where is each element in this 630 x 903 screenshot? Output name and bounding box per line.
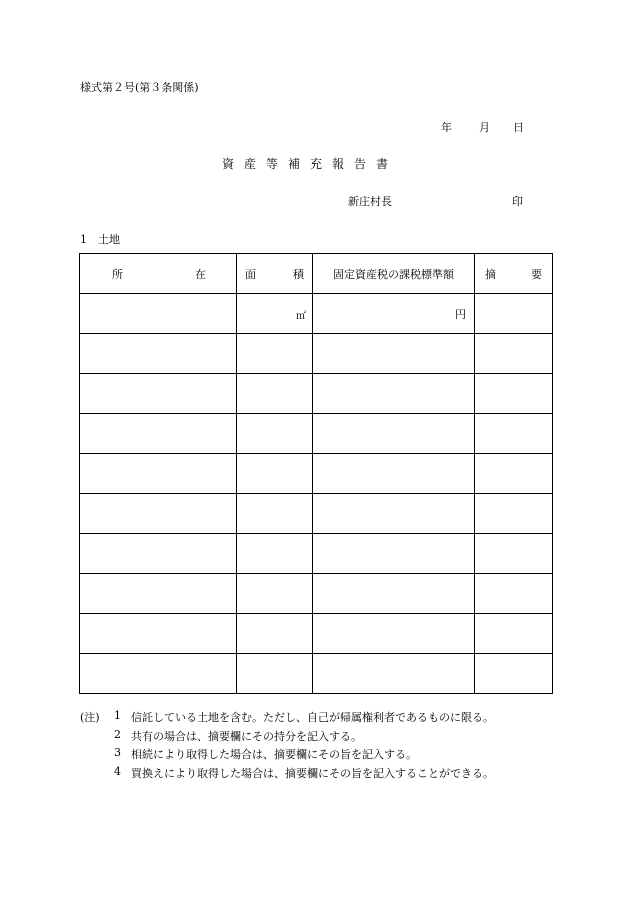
area-cell[interactable] [237,574,313,614]
table-row [80,534,553,574]
tax-value-cell[interactable] [313,574,475,614]
summary-cell[interactable] [475,334,553,374]
column-header-area-1: 面 [245,267,256,281]
area-cell[interactable] [237,414,313,454]
summary-cell[interactable] [475,534,553,574]
column-header-location-2: 在 [195,267,206,281]
date-month-label: 月 [479,121,490,134]
date-year-label: 年 [441,121,452,134]
area-cell[interactable] [237,614,313,654]
note-text: 信託している土地を含む。ただし、自己が帰属権利者であるものに限る。 [131,711,494,724]
area-cell[interactable] [237,454,313,494]
tax-value-cell[interactable] [313,654,475,694]
area-cell[interactable] [237,374,313,414]
column-header-location [80,254,237,294]
area-cell[interactable] [237,534,313,574]
column-header-summary [475,254,553,294]
form-number: 様式第２号(第３条関係) [80,81,199,94]
table-row [80,454,553,494]
summary-cell[interactable] [475,614,553,654]
area-unit: ㎡ [296,311,306,322]
area-cell[interactable] [237,494,313,534]
area-cell[interactable] [237,334,313,374]
location-cell[interactable] [80,654,237,694]
summary-cell[interactable] [475,294,553,334]
location-cell[interactable] [80,294,237,334]
summary-cell[interactable] [475,574,553,614]
summary-cell[interactable] [475,454,553,494]
note-number: 4 [114,765,121,778]
area-cell[interactable] [237,654,313,694]
table-row [80,574,553,614]
table-row [80,414,553,454]
area-cell[interactable] [237,294,313,334]
note-text: 相続により取得した場合は、摘要欄にその旨を記入する。 [131,748,417,761]
column-header-summary-2: 要 [531,267,542,281]
tax-value-cell[interactable] [313,294,475,334]
tax-value-cell[interactable] [313,414,475,454]
note-number: 3 [114,746,121,759]
tax-value-cell[interactable] [313,534,475,574]
tax-value-cell[interactable] [313,374,475,414]
notes-label: (注) [80,711,100,724]
location-cell[interactable] [80,374,237,414]
tax-value-cell[interactable] [313,454,475,494]
note-text: 買換えにより取得した場合は、摘要欄にその旨を記入することができる。 [131,767,494,780]
table-row [80,334,553,374]
summary-cell[interactable] [475,374,553,414]
location-cell[interactable] [80,574,237,614]
note-text: 共有の場合は、摘要欄にその持分を記入する。 [131,730,362,743]
column-header-area-2: 積 [293,267,304,281]
table-header-row [80,254,553,294]
column-header-tax-value: 固定資産税の課税標準額 [313,254,475,294]
location-cell[interactable] [80,614,237,654]
section-heading: 1 土地 [80,233,120,246]
location-cell[interactable] [80,534,237,574]
summary-cell[interactable] [475,654,553,694]
note-number: 1 [114,709,121,722]
table-row [80,294,553,334]
table-row [80,614,553,654]
column-header-summary-1: 摘 [485,267,496,281]
table-row [80,374,553,414]
land-table [79,253,553,694]
tax-value-cell[interactable] [313,614,475,654]
document-title: 資産等補充報告書 [222,157,399,171]
location-cell[interactable] [80,494,237,534]
tax-value-unit: 円 [455,308,466,321]
tax-value-cell[interactable] [313,334,475,374]
addressee: 新庄村長 [348,195,392,208]
note-number: 2 [114,728,121,741]
summary-cell[interactable] [475,494,553,534]
date-day-label: 日 [513,121,524,134]
column-header-area [237,254,313,294]
table-row [80,494,553,534]
summary-cell[interactable] [475,414,553,454]
tax-value-cell[interactable] [313,494,475,534]
table-row [80,654,553,694]
location-cell[interactable] [80,334,237,374]
seal-mark: 印 [512,195,523,208]
column-header-location-1: 所 [112,267,123,281]
location-cell[interactable] [80,414,237,454]
location-cell[interactable] [80,454,237,494]
